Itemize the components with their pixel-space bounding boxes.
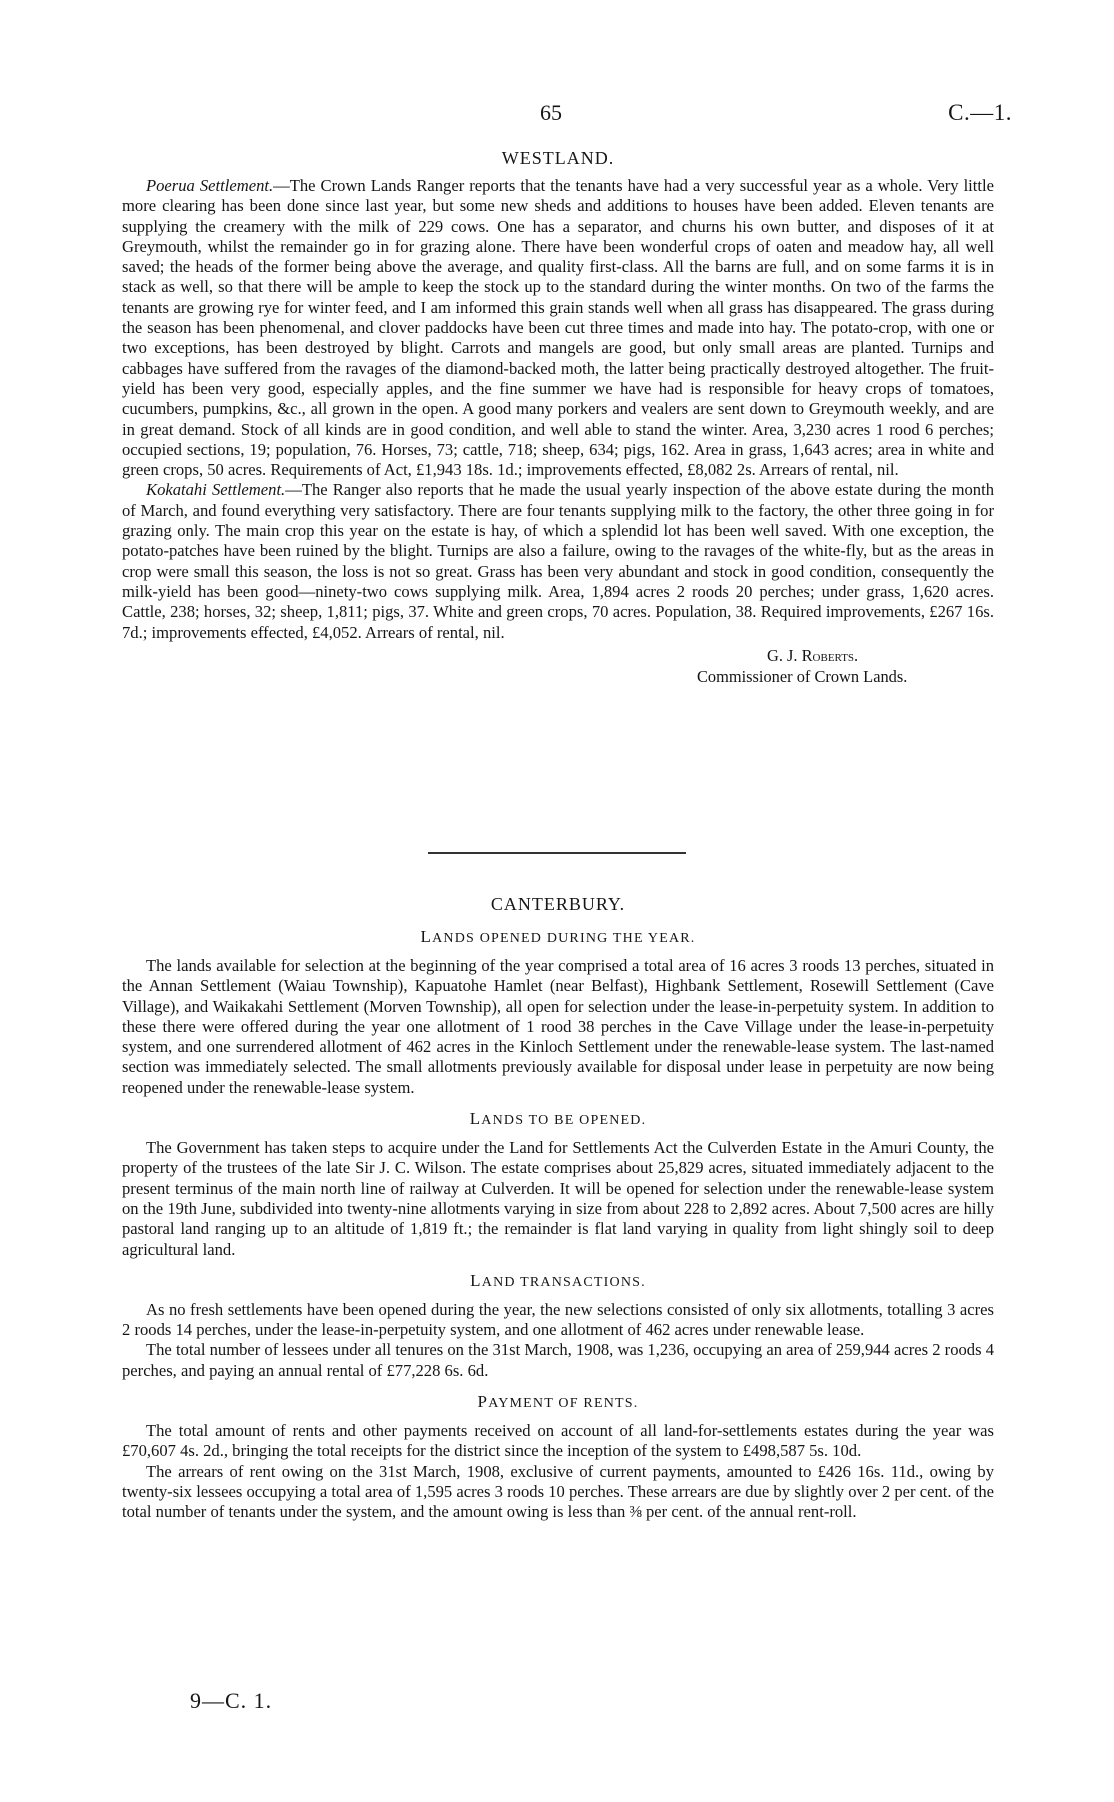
signature-name: G. J. Roberts. xyxy=(767,645,859,665)
poerua-lead: Poerua Settlement. xyxy=(146,176,274,195)
lands-opened-paragraph: The lands available for selection at the beginning of the year comprised a total area of 16 acres 3 roods 13 perches, situated in the Annan Settlement (Waiau Township), Kapuatohe Hamlet (near Belfast), Highbank Settlement, Rosewill Settlement (Cave Village), and Waikakahi Settlement (Morven Township), all open for selection under the lease-in-perpetuity system. In addition to these there were offered during the year one allotment of 1 rood 38 perches in the Cave Village under the lease-in-perpetuity system, and one surrendered allotment of 462 acres in the Kinloch Settlement under the renewable-lease system. The last-named section was immediately selected. The small allotments previously available for disposal under lease in perpetuity are now being reopened under the renewable-lease system. xyxy=(122,956,994,1097)
kokatahi-paragraph xyxy=(122,480,994,642)
section-divider xyxy=(428,852,686,854)
signature-block xyxy=(122,645,994,687)
land-transactions-paragraph-1: As no fresh settlements have been opened during the year, the new selections consisted of only six allotments, totalling 3 acres 2 roods 14 perches, under the lease-in-perpetuity system, and one allotment of 462 acres under renewable lease. xyxy=(122,1299,994,1340)
page-header xyxy=(0,100,1114,134)
land-transactions-heading: LAND TRANSACTIONS. xyxy=(470,1270,646,1290)
lands-opened-heading: LANDS OPENED DURING THE YEAR. xyxy=(420,927,696,946)
page-number: 65 xyxy=(540,100,562,125)
payment-of-rents-heading: PAYMENT OF RENTS. xyxy=(477,1392,639,1412)
poerua-paragraph xyxy=(122,176,994,480)
kokatahi-text: —The Ranger also reports that he made the usual yearly inspection of the above estate during the month of March, and found everything very satisfactory. There are four tenants supplying milk to the factory, the other three going in for grazing only. The main crop this year on the estate is hay, of which a splendid lot has been well saved. With one exception, the potato-patches have been ruined by the blight. Turnips are also a failure, owing to the ravages of the white-fly, but as the areas in crop were small this season, the loss is not so great. Grass has been very abundant and stock in good condition, consequently the milk-yield has been good—ninety-two cows supplying milk. Area, 1,894 acres 2 roods 20 perches; under grass, 1,620 acres. Cattle, 238; horses, 32; sheep, 1,811; pigs, 37. White and green crops, 70 acres. Population, 38. Required improvements, £267 16s. 7d.; improvements effected, £4,052. Arrears of rental, nil. xyxy=(122,480,994,642)
westland-title: WESTLAND. xyxy=(501,148,615,168)
signature-title: Commissioner of Crown Lands. xyxy=(697,666,908,686)
signature-mark: 9—C. 1. xyxy=(190,1688,273,1713)
lands-to-be-opened-paragraph: The Government has taken steps to acquire under the Land for Settlements Act the Culverden Estate in the Amuri County, the property of the trustees of the late Sir J. C. Wilson. The estate comprises about 25,829 acres, situated immediately adjacent to the present terminus of the main north line of railway at Culverden. It will be opened for selection under the renewable-lease system on the 19th June, subdivided into twenty-nine allotments varying in size from about 228 to 2,892 acres. About 7,500 acres are hilly pastoral land ranging up to an altitude of 1,819 ft.; the remainder is flat land varying in quality from light shingly soil to deep agricultural land. xyxy=(122,1138,994,1259)
canterbury-section xyxy=(122,892,994,1523)
land-transactions-paragraph-2: The total number of lessees under all tenures on the 31st March, 1908, was 1,236, occupying an area of 259,944 acres 2 roods 4 perches, and paying an annual rental of £77,228 6s. 6d. xyxy=(122,1340,994,1380)
payment-paragraph-2: The arrears of rent owing on the 31st March, 1908, exclusive of current payments, amounted to £426 16s. 11d., owing by twenty-six lessees occupying a total area of 1,595 acres 3 roods 10 perches. These arrears are due by slightly over 2 per cent. of the total number of tenants under the system, and the amount owing is less than ⅜ per cent. of the annual rent-roll. xyxy=(122,1461,994,1522)
document-reference: C.—1. xyxy=(948,100,1012,125)
poerua-text: —The Crown Lands Ranger reports that the tenants have had a very successful year as a whole. Very little more clearing has been done since last year, but some new sheds and additions to houses have been added. Eleven tenants are supplying the creamery with the milk of 229 cows. One has a separator, and churns his own butter, and disposes of it at Greymouth, whilst the remainder go in for grazing alone. There have been wonderful crops of oaten and meadow hay, all well saved; the heads of the former being above the average, and quality first-class. All the barns are full, and on some farms it is in stack as well, so that there will be ample to keep the stock up to the standard during the winter months. On two of the farms the tenants are growing rye for winter feed, and I am informed this grain stands well when all grass has disappeared. The grass during the season has been phenomenal, and clover paddocks have been cut three times and made into hay. The potato-crop, with one or two exceptions, has been destroyed by blight. Carrots and mangels are good, but only small areas are planted. Turnips and cabbages have suffered from the ravages of the diamond-backed moth, the latter being practically destroyed altogether. The fruit-yield has been very good, especially apples, and the fine summer we have had is responsible for heavy crops of tomatoes, cucumbers, pumpkins, &c., all grown in the open. A good many porkers and vealers are sent down to Greymouth weekly, and are in great demand. Stock of all kinds are in good condition, and well able to stand the winter. Area, 3,230 acres 1 rood 6 perches; occupied sections, 19; population, 76. Horses, 73; cattle, 718; sheep, 634; pigs, 162. Area in grass, 1,643 acres; area in white and green crops, 50 acres. Requirements of Act, £1,943 18s. 1d.; improvements effected, £8,082 2s. Arrears of rental, nil. xyxy=(122,176,994,480)
lands-to-be-opened-heading: LANDS TO BE OPENED. xyxy=(469,1109,647,1129)
payment-paragraph-1: The total amount of rents and other payments received on account of all land-for-settlements estates during the year was £70,607 4s. 2d., bringing the total receipts for the district since the inception of the system to £498,587 5s. 10d. xyxy=(122,1421,994,1461)
canterbury-title: CANTERBURY. xyxy=(490,894,626,914)
kokatahi-lead: Kokatahi Settlement. xyxy=(146,480,286,500)
westland-section xyxy=(122,146,994,687)
